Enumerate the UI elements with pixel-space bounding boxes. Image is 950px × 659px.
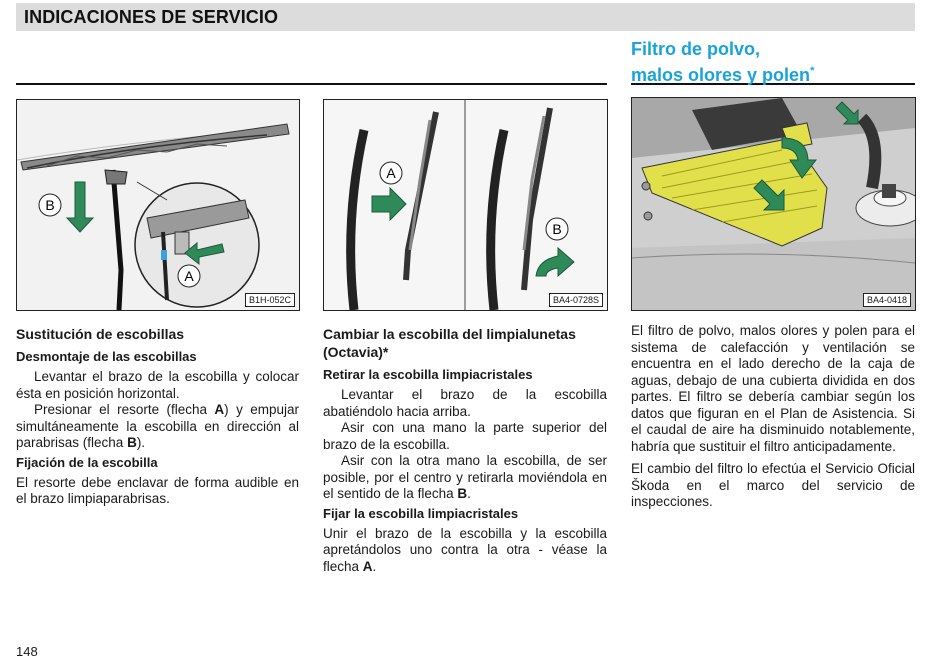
paragraph-filter-1: El filtro de polvo, malos olores y polen para el sistema de calefacción y ventilación se encuentra en el lado derecho de la caja de aguas, debajo de una cubierta dividida en dos partes. El filtro se debería cambiar según los datos que figuran en el Plan de Asistencia. Si el caudal de aire ha disminuido notablemente, habría que sustituir el filtro anticipadamente. xyxy=(631,323,915,454)
paragraph-filter-2: El cambio del filtro lo efectúa el Servicio Oficial Škoda en el marco del servicio de inspecciones. xyxy=(631,461,915,509)
figure-rear-wiper xyxy=(323,99,608,311)
page-header-title: INDICACIONES DE SERVICIO xyxy=(24,7,279,27)
fig1-code: B1H-052C xyxy=(245,293,295,307)
column-wiper-replacement xyxy=(16,325,299,508)
fig2-label-a: A xyxy=(386,165,396,181)
heading-wiper-replacement: Sustitución de escobillas xyxy=(16,326,185,342)
page-number: 148 xyxy=(16,644,38,659)
figure-pollen-filter xyxy=(631,97,916,311)
paragraph-removal-2 xyxy=(16,402,299,452)
paragraph-rear-2: Asir con una mano la parte superior del brazo de la escobilla. xyxy=(323,420,607,452)
section-title-line1: Filtro de polvo, xyxy=(631,39,760,59)
paragraph-rear-1: Levantar el brazo de la escobilla abatiéndolo hacia arriba. xyxy=(323,387,607,419)
header-bar xyxy=(16,3,915,31)
arrow-ref-b: B xyxy=(457,486,468,501)
figure-wiper-removal xyxy=(16,99,300,311)
heading-fixing: Fijación de la escobilla xyxy=(16,454,158,470)
paragraph-removal-1: Levantar el brazo de la escobilla y colocar ésta en posición horizontal. xyxy=(16,369,299,401)
text: ) y empujar simultáneamente la escobilla en dirección al parabrisas (flecha xyxy=(16,402,299,450)
text: ). xyxy=(136,435,146,450)
heading-fix-blade: Fijar la escobilla limpiacristales xyxy=(323,505,519,521)
heading-remove-blade: Retirar la escobilla limpiacristales xyxy=(323,367,533,382)
arrow-ref-a: A xyxy=(362,558,373,574)
column-pollen-filter xyxy=(631,323,915,511)
column-rear-wiper xyxy=(323,325,607,575)
text: Presionar el resorte (flecha xyxy=(34,402,215,417)
section-title-mark: * xyxy=(810,65,815,77)
paragraph-fixing: El resorte debe enclavar de forma audible en el brazo limpiaparabrisas. xyxy=(16,474,299,506)
section-title xyxy=(631,38,814,86)
text: . xyxy=(467,486,471,501)
section-title-line2: malos olores y polen xyxy=(631,65,811,85)
fig3-code: BA4-0418 xyxy=(863,293,911,307)
paragraph-rear-4 xyxy=(323,526,607,576)
text: . xyxy=(372,558,377,574)
heading-removal: Desmontaje de las escobillas xyxy=(16,349,197,364)
pollen-filter-illustration xyxy=(632,98,915,310)
arrow-ref-a: A xyxy=(214,402,225,417)
fig2-code: BA4-0728S xyxy=(549,293,603,307)
divider-left xyxy=(16,83,607,85)
fig1-label-b: B xyxy=(45,197,55,213)
arrow-ref-b: B xyxy=(127,435,137,450)
fig2-label-b: B xyxy=(552,221,562,237)
text: Unir el brazo de la escobilla y la escobilla apretándolos uno contra la otra - véase la flecha xyxy=(323,525,607,574)
text: Asir con la otra mano la escobilla, de ser posible, por el centro y retirarla moviéndola en el sentido de la flecha xyxy=(323,453,607,501)
rear-wiper-illustration xyxy=(324,100,607,310)
paragraph-rear-3 xyxy=(323,453,607,503)
fig1-label-a: A xyxy=(184,268,194,284)
heading-rear-wiper: Cambiar la escobilla del limpialunetas (Octavia)* xyxy=(323,326,576,360)
wiper-removal-illustration xyxy=(17,100,299,310)
